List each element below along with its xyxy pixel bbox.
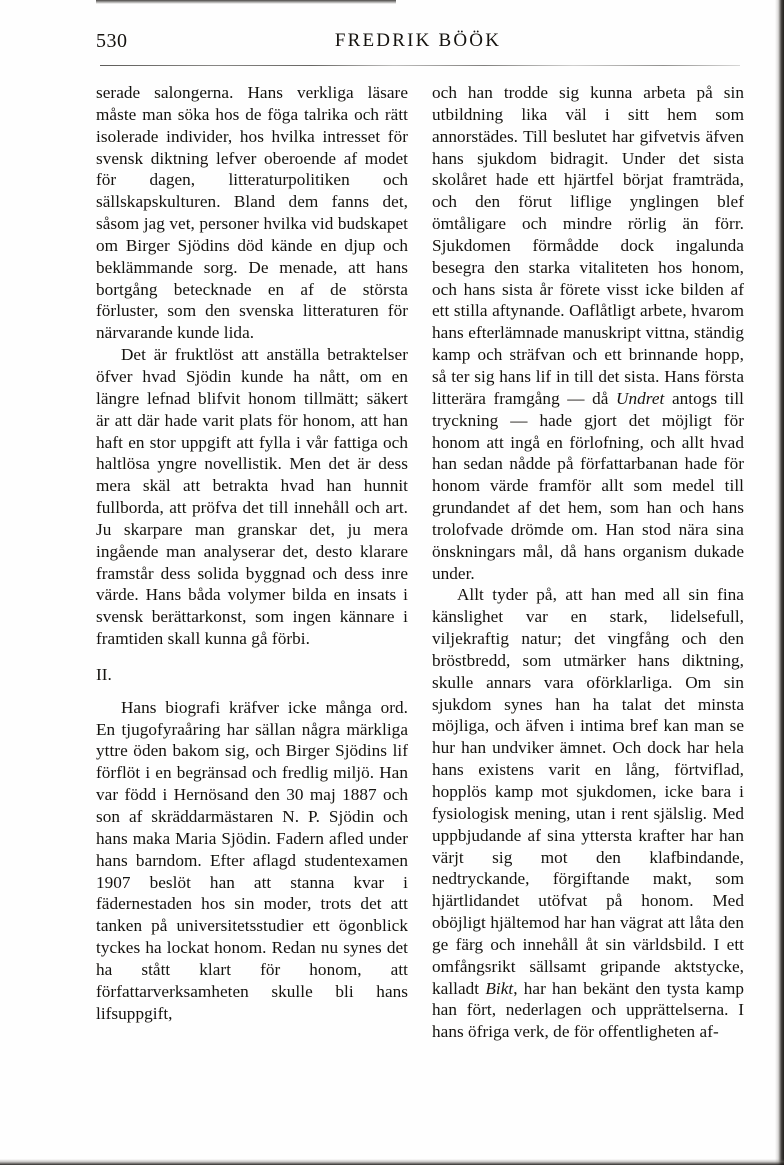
scan-edge-bottom-artifact <box>0 1159 784 1165</box>
paragraph: Det är fruktlöst att anställa betraktelser öfver hvad Sjödin kunde ha nått, om en längre lefnad blifvit honom tillmätt; säkert är att där hade varit plats för honom, att han haft en stor uppgift att fylla i vår fattiga och haltlösa yngre novellistik. Men det är dess mera skäl att betrakta hvad han hunnit fullborda, att pröfva det till innehåll och art. Ju skarpare man granskar det, ju mera ingående man analyserar det, desto klarare framstår dess solida byggnad och dess inre värde. Hans båda volymer bilda en insats i svensk berättarkonst, som ingen kännare i framtiden skall kunna gå förbi. <box>96 345 408 649</box>
paragraph: Allt tyder på, att han med all sin fina känslighet var en stark, lidelsefull, viljekraftig natur; det vingfång och den bröstbredd, som utmärker hans diktning, skulle annars vara oförklarliga. Om sin sjukdom synes han ha talat det minsta möjliga, och äfven i intima bref kan man se hur han undviker ämnet. Och dock har hela hans existens varit en lång, förtviflad, hopplös kamp mot sjukdomen, icke bara i fysiologisk mening, utan i rent själslig. Med uppbjudande af sina yttersta krafter har han värjt sig mot den klafbindande, nedtryckande, förgiftande makt, som hjärtlidandet utöfvat på honom. Med oböjligt hjältemod har han vägrat att låta den ge färg och innehåll åt sin världsbild. I ett omfångsrikt sällsamt gripande aktstycke, kalladt Bikt, har han bekänt den tysta kamp han fört, nederlagen och upprättelserna. I hans öfriga verk, de för offentligheten af- <box>432 585 745 1042</box>
work-title-italic: Undret <box>616 388 665 408</box>
paragraph: och han trodde sig kunna arbeta på sin utbildning lika väl i sitt hem som annorstädes. Till beslutet har gifvetvis äfven hans sjukdom bidragit. Under det sista skolåret hade ett hjärtfel börjat framträda, och den förut liflige ynglingen blef ömtåligare och mindre rörlig än förr. Sjukdomen förmådde dock ingalunda besegra den starka vitaliteten hos honom, och hans sista år förete visst icke bilden af ett stilla aftynande. Oaflåtligt arbete, hvarom hans efterlämnade manuskript vittna, ständig kamp och sträfvan och ett brinnande hopp, så ter sig hans lif in till det sista. Hans första litterära framgång — då Undret antogs till tryckning — hade gjort det möjligt för honom att ingå en förlofning, och allt hvad han sedan nådde på författarbanan hade för honom värde framför allt som medel till grundandet af det hem, som han och hans trolofvade drömde om. Han stod nära sina önskningars mål, då hans organism dukade under. <box>432 83 745 583</box>
header-rule-divider <box>100 65 740 66</box>
page-folio-number: 530 <box>96 30 128 52</box>
work-title-italic: Bikt <box>485 978 514 998</box>
section-number-heading: II. <box>96 664 112 684</box>
running-head <box>96 30 740 58</box>
left-text-column <box>96 82 408 1043</box>
paragraph: Hans biografi kräfver icke många ord. En tjugofyraåring har sällan några märkliga yttre öden bakom sig, och Birger Sjödins lif förflöt i en begränsad och fredlig miljö. Han var född i Hernösand den 30 maj 1887 och son af skräddarmästaren N. P. Sjödin och hans maka Maria Sjödin. Fadern afled under hans barndom. Efter aflagd studentexamen 1907 beslöt han att stanna kvar i fädernestaden hos sin moder, trots det att tanken på universitetsstudier ett ögonblick tyckes ha lockat honom. Redan nu synes det ha stått klart för honom, att författarverksamheten skulle bli hans lifsuppgift, <box>96 697 408 1023</box>
scan-edge-right-artifact <box>775 0 784 1165</box>
two-column-body <box>96 82 744 1043</box>
running-head-title: FREDRIK BÖÖK <box>334 30 502 51</box>
right-text-column <box>432 82 744 1043</box>
scan-edge-top-artifact <box>96 0 396 4</box>
paragraph: serade salongerna. Hans verkliga läsare måste man söka hos de föga talrika och rätt isolerade individer, hos hvilka intresset för svensk diktning lefver oberoende af modet för dagen, litteraturpolitiken och sällskapskulturen. Bland dem fanns det, såsom jag vet, personer hvilka vid budskapet om Birger Sjödins död kände en djup och beklämmande sorg. De menade, att hans bortgång betecknade en af de största förluster, som den svenska litteraturen för närvarande kunde lida. <box>96 83 408 343</box>
